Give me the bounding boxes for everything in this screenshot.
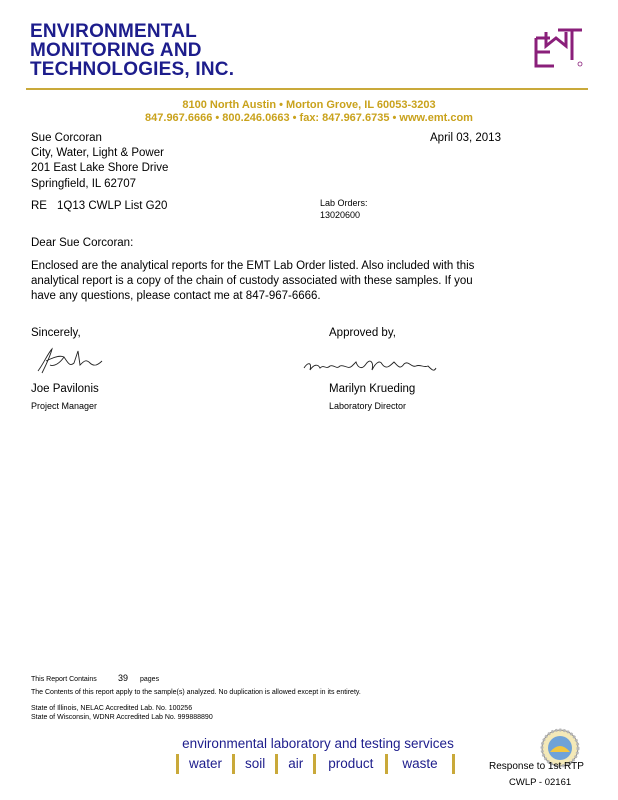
signer-right-name: Marilyn Krueding [329, 383, 416, 395]
signer-right-title: Laboratory Director [329, 401, 407, 411]
recipient-street: 201 East Lake Shore Drive [31, 162, 169, 174]
report-contains-label: This Report Contains [31, 676, 97, 683]
report-page-count: 39 [118, 673, 129, 683]
service-water: water [176, 754, 235, 774]
letterhead-rule [26, 88, 588, 90]
re-label: RE [31, 200, 47, 212]
approved-by: Approved by, [329, 327, 396, 339]
letter-date: April 03, 2013 [430, 132, 501, 144]
company-name-line1: ENVIRONMENTAL [30, 21, 197, 42]
service-soil: soil [235, 754, 278, 774]
closing: Sincerely, [31, 327, 81, 339]
emt-logo-icon [528, 24, 586, 70]
recipient-city: Springfield, IL 62707 [31, 178, 137, 190]
footer-service-tabs [176, 753, 455, 775]
lab-orders-label: Lab Orders: [320, 198, 368, 208]
body-line-2: analytical report is a copy of the chain of custody associated with these samples. If you [31, 275, 473, 287]
footer-tagline: environmental laboratory and testing services [182, 736, 454, 751]
service-air: air [278, 754, 316, 774]
lab-orders-value: 13020600 [320, 210, 361, 220]
response-label: Response to 1st RTP [489, 761, 584, 772]
company-name [30, 22, 234, 79]
body-line-1: Enclosed are the analytical reports for the EMT Lab Order listed. Also included with this [31, 260, 475, 272]
service-product: product [316, 754, 388, 774]
salutation: Dear Sue Corcoran: [31, 237, 134, 249]
recipient-name: Sue Corcoran [31, 132, 102, 144]
report-notice: The Contents of this report apply to the sample(s) analyzed. No duplication is allowed except in its entirety. [31, 689, 361, 696]
wisconsin-accreditation: State of Wisconsin, WDNR Accredited Lab No. 999888890 [31, 714, 213, 721]
re-subject: 1Q13 CWLP List G20 [57, 200, 168, 212]
recipient-org: City, Water, Light & Power [31, 147, 164, 159]
company-name-line3: TECHNOLOGIES, INC. [30, 59, 235, 80]
company-name-line2: MONITORING AND [30, 40, 202, 61]
service-waste: waste [388, 754, 454, 774]
document-id: CWLP - 02161 [509, 777, 572, 788]
signer-left-name: Joe Pavilonis [31, 383, 99, 395]
company-contact: 847.967.6666 • 800.246.0663 • fax: 847.967.6735 • www.emt.com [145, 112, 473, 124]
company-address: 8100 North Austin • Morton Grove, IL 60053-3203 [182, 99, 436, 111]
signature-right [300, 352, 440, 380]
report-pages-label: pages [140, 676, 160, 683]
signer-left-title: Project Manager [31, 401, 98, 411]
illinois-accreditation: State of Illinois, NELAC Accredited Lab. No. 100256 [31, 705, 193, 712]
signature-left [34, 343, 106, 377]
body-line-3: have any questions, please contact me at 847-967-6666. [31, 290, 321, 302]
